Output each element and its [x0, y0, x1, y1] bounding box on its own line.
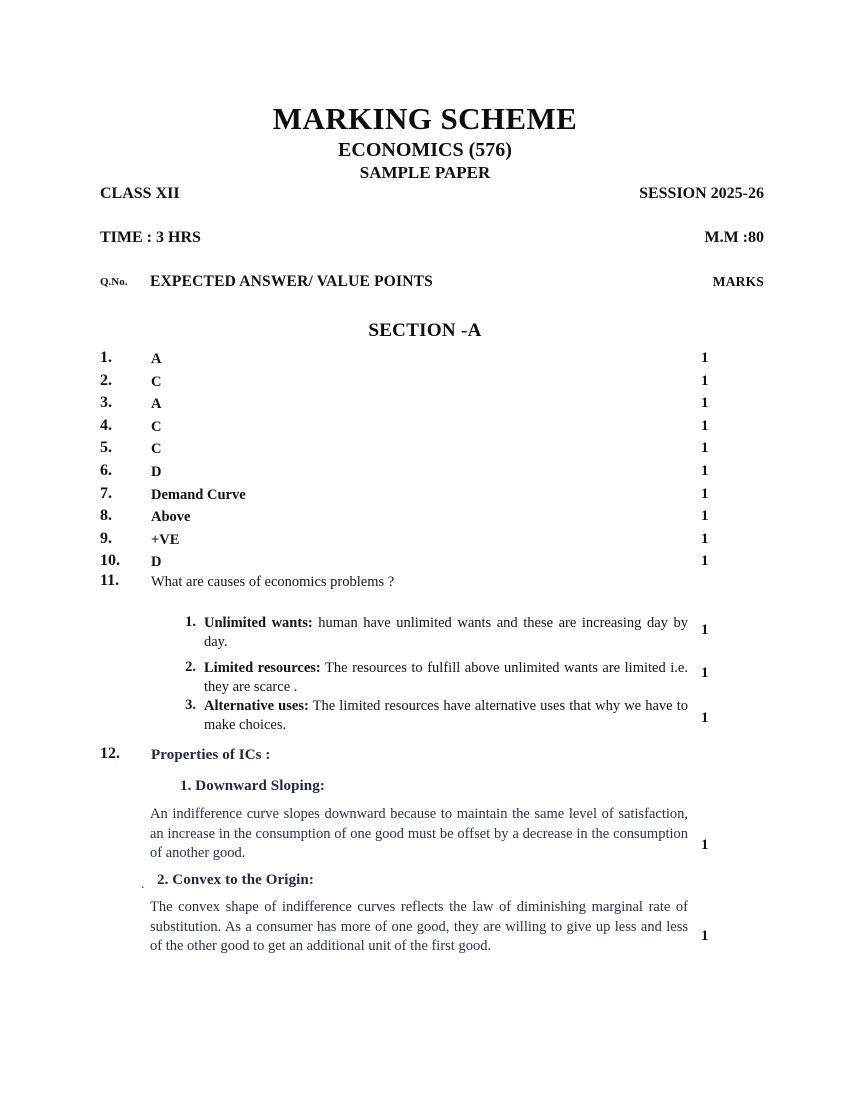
mcq-answer-row — [100, 372, 764, 395]
mcq-answer-list — [100, 349, 764, 575]
question-12-subsection-title: 1. Downward Sloping: — [180, 778, 325, 794]
question-12-subsection-marks: 1 — [701, 928, 709, 944]
mcq-marks-value: 1 — [701, 395, 709, 412]
mcq-marks-value: 1 — [701, 530, 709, 547]
question-11-item-marker: 1. — [185, 614, 196, 630]
mcq-answer-value: Above — [151, 509, 191, 526]
question-11-item-description: The limited resources have alternative uses that why we have to make choices. — [204, 698, 688, 733]
mcq-question-number: 2. — [100, 371, 112, 389]
mcq-answer-row — [100, 417, 764, 440]
question-11-text: What are causes of economics problems ? — [151, 574, 395, 590]
meta-row-class-session — [100, 185, 764, 203]
question-11-item-body — [204, 614, 688, 652]
mcq-answer-row — [100, 394, 764, 417]
question-12-subsection-title: 2. Convex to the Origin: — [157, 872, 314, 888]
question-11-item-term: Alternative uses: — [204, 698, 309, 714]
class-label: CLASS XII — [100, 185, 180, 202]
mcq-marks-value: 1 — [701, 417, 709, 434]
mcq-answer-row — [100, 462, 764, 485]
question-11-item-marks: 1 — [701, 622, 709, 638]
mcq-question-number: 4. — [100, 416, 112, 434]
meta-row-time-marks — [100, 229, 764, 247]
mcq-question-number: 10. — [100, 552, 120, 570]
mcq-answer-value: C — [151, 418, 162, 435]
question-11-item-description: human have unlimited wants and these are increasing day by day. — [204, 615, 688, 650]
mcq-answer-value: A — [151, 396, 162, 413]
subject-title: ECONOMICS (576) — [338, 139, 512, 161]
mcq-answer-row — [100, 507, 764, 530]
mcq-answer-value: A — [151, 351, 162, 367]
column-header-marks: MARKS — [712, 274, 764, 289]
question-11-item-marks: 1 — [701, 710, 709, 726]
time-label: TIME : 3 HRS — [100, 229, 201, 246]
mcq-question-number: 9. — [100, 529, 112, 547]
question-12-heading: Properties of ICs : — [151, 747, 271, 763]
mcq-question-number: 6. — [100, 461, 112, 479]
question-11-item-marks: 1 — [701, 665, 709, 681]
mcq-answer-row — [100, 485, 764, 508]
page-title: MARKING SCHEME — [272, 101, 578, 136]
column-header-qno: Q.No. — [100, 276, 128, 288]
mcq-marks-value: 1 — [701, 553, 709, 570]
paper-type-title: SAMPLE PAPER — [359, 163, 491, 182]
question-12-number: 12. — [100, 745, 120, 762]
mcq-answer-value: D — [151, 554, 162, 571]
mcq-answer-row — [100, 439, 764, 462]
mcq-marks-value: 1 — [701, 350, 709, 366]
question-11-item-body — [204, 659, 688, 697]
mcq-question-number: 7. — [100, 484, 112, 502]
mcq-answer-row — [100, 530, 764, 553]
question-11-item-marker: 2. — [185, 659, 196, 675]
question-11-item-body — [204, 697, 688, 735]
session-label: SESSION 2025-26 — [639, 185, 764, 202]
mcq-question-number: 3. — [100, 394, 112, 412]
question-11-number: 11. — [100, 572, 120, 589]
mcq-question-number: 5. — [100, 439, 112, 457]
mcq-marks-value: 1 — [701, 508, 709, 525]
mcq-answer-value: C — [151, 441, 162, 458]
question-12-subsection-body: The convex shape of indifference curves reflects the law of diminishing marginal rate of substitution. As a consumer has more of one good, they are willing to give up less and less of the other good to get an additional unit of the first good. — [150, 899, 688, 954]
mcq-marks-value: 1 — [701, 440, 709, 457]
max-marks-label: M.M :80 — [704, 229, 764, 246]
mcq-answer-row — [100, 349, 764, 372]
mcq-marks-value: 1 — [701, 372, 709, 389]
mcq-question-number: 8. — [100, 507, 112, 525]
question-11-item-description: The resources to fulfill above unlimited wants are limited i.e. they are scarce . — [204, 660, 688, 695]
question-12-subsection-marks: 1 — [701, 837, 709, 853]
question-11-item-term: Unlimited wants: — [204, 615, 313, 631]
stray-dot-mark: . — [141, 877, 145, 892]
section-heading: SECTION -A — [368, 320, 482, 341]
mcq-answer-value: Demand Curve — [151, 486, 246, 503]
mcq-answer-value: +VE — [151, 531, 180, 548]
mcq-answer-row — [100, 552, 764, 575]
column-header-expected-answer: EXPECTED ANSWER/ VALUE POINTS — [150, 273, 434, 290]
mcq-question-number: 1. — [100, 349, 112, 366]
question-11-item-term: Limited resources: — [204, 660, 321, 676]
mcq-marks-value: 1 — [701, 485, 709, 502]
mcq-answer-value: D — [151, 463, 162, 480]
mcq-answer-value: C — [151, 373, 162, 390]
question-12-subsection-body: An indifference curve slopes downward because to maintain the same level of satisfaction, an increase in the consumption of one good must be offset by a decrease in the consumption of another good. — [150, 806, 688, 861]
mcq-marks-value: 1 — [701, 462, 709, 479]
question-11-item-marker: 3. — [185, 697, 196, 713]
